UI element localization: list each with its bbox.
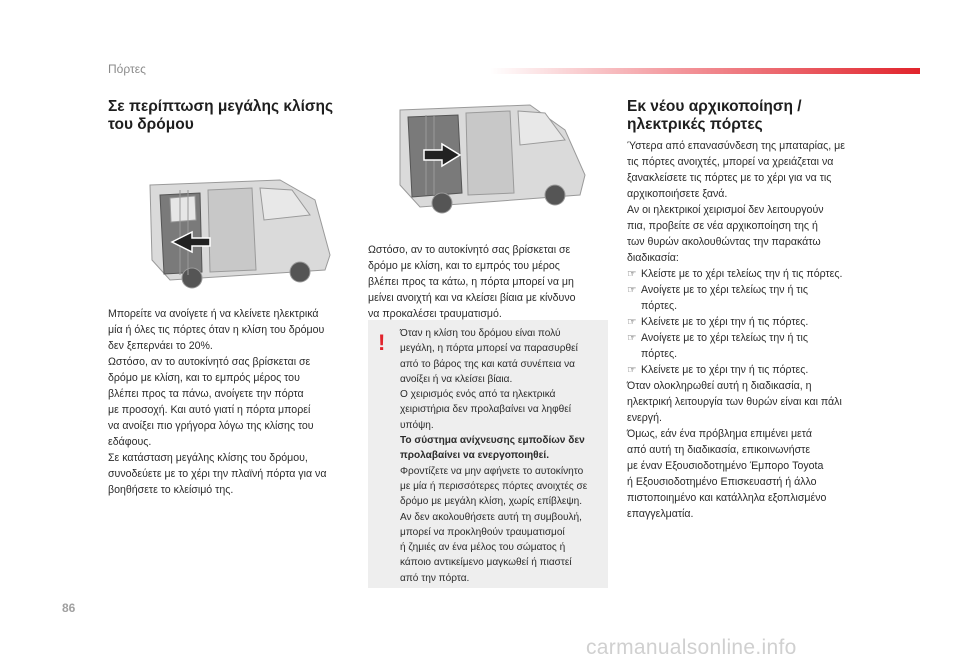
text-line: εδάφους. — [108, 436, 152, 448]
warning-line: κάποιο αντικείμενο μαγκωθεί ή πιαστεί — [400, 557, 572, 569]
text-line: βλέπει προς τα πάνω, ανοίγετε την πόρτα — [108, 388, 304, 400]
text-line: με έναν Εξουσιοδοτημένο Έμπορο Toyota — [627, 460, 824, 472]
warning-line: Ο χειρισμός ενός από τα ηλεκτρικά — [400, 389, 556, 401]
text-line: συνοδεύετε με το χέρι την πλαϊνή πόρτα για να — [108, 468, 327, 480]
warning-line: υπόψη. — [400, 419, 434, 431]
text-line: βλέπει προς τα κάτω, η πόρτα μπορεί να μη — [368, 276, 574, 288]
text-line: ηλεκτρική λειτουργία των θυρών είναι και πάλι — [627, 396, 842, 408]
pointing-hand-icon: ☞ — [627, 316, 637, 328]
step-text-line: πόρτες. — [641, 300, 678, 312]
step-text-line: πόρτες. — [641, 348, 678, 360]
pointing-hand-icon: ☞ — [627, 284, 637, 296]
warning-line: δρόμο με μεγάλη κλίση, χωρίς επίβλεψη. — [400, 496, 583, 508]
text-line: ξανακλείσετε τις πόρτες με το χέρι για να τις — [627, 172, 832, 184]
text-line: Αν οι ηλεκτρικοί χειρισμοί δεν λειτουργούν — [627, 204, 824, 216]
pointing-hand-icon: ☞ — [627, 268, 637, 280]
pointing-hand-icon: ☞ — [627, 332, 637, 344]
step-text: Κλείστε με το χέρι τελείως την ή τις πόρτες. — [641, 268, 843, 280]
section-title: Πόρτες — [108, 62, 146, 76]
right-heading-line: Εκ νέου αρχικοποίηση / — [627, 98, 802, 115]
text-line: μία ή όλες τις πόρτες όταν η κλίση του δρόμου — [108, 324, 325, 336]
warning-bold-line: Το σύστημα ανίχνευσης εμποδίων δεν — [400, 435, 585, 447]
right-body — [627, 138, 887, 522]
text-line: επαγγελματία. — [627, 508, 694, 520]
step-text-line: Ανοίγετε με το χέρι τελείως την ή τις — [641, 332, 808, 344]
warning-line: Όταν η κλίση του δρόμου είναι πολύ — [400, 328, 561, 339]
left-heading-line: Σε περίπτωση μεγάλης κλίσης — [108, 98, 334, 115]
step-text-line: Ανοίγετε με το χέρι τελείως την ή τις — [641, 284, 808, 296]
step-text — [641, 330, 808, 362]
van-door-downhill-illustration — [380, 95, 595, 215]
page-number: 86 — [62, 601, 76, 615]
text-line: ή Εξουσιοδοτημένο Επισκευαστή ή άλλο — [627, 476, 817, 488]
procedure-step — [627, 314, 887, 330]
text-line: πιστοποιημένο και κατάλληλα εξοπλισμένο — [627, 492, 827, 504]
warning-line: χειριστήρια δεν προλαβαίνει να ληφθεί — [400, 404, 572, 416]
procedure-step — [627, 330, 887, 362]
warning-line: Φροντίζετε να μην αφήνετε το αυτοκίνητο — [400, 465, 584, 477]
text-line: δρόμο με κλίση, και το εμπρός του μέρος — [368, 260, 560, 272]
left-heading — [108, 98, 358, 134]
text-line: των θυρών ακολουθώντας την παρακάτω — [627, 236, 821, 248]
text-line: βοηθήσετε το κλείσιμό της. — [108, 484, 234, 496]
procedure-step — [627, 266, 887, 282]
text-line: πια, προβείτε σε νέα αρχικοποίηση της ή — [627, 220, 818, 232]
right-heading — [627, 98, 887, 134]
text-line: μείνει ανοιχτή και να κλείσει βίαια με κίνδυνο — [368, 292, 576, 304]
warning-text — [400, 326, 602, 586]
warning-line: ή ζημιές αν ένα μέλος του σώματος ή — [400, 542, 566, 554]
text-line: τις πόρτες ανοιχτές, μπορεί να χρειάζεται να — [627, 156, 834, 168]
procedure-step — [627, 362, 887, 378]
text-line: δεν ξεπερνάει το 20%. — [108, 340, 213, 352]
right-heading-line: ηλεκτρικές πόρτες — [627, 116, 763, 133]
text-line: να προκαλέσει τραυματισμό. — [368, 308, 502, 320]
warning-exclamation-icon: ! — [378, 330, 386, 355]
text-line: αρχικοποιήσετε ξανά. — [627, 188, 728, 200]
text-line: Ύστερα από επανασύνδεση της μπαταρίας, με — [627, 140, 845, 152]
text-line: ενεργή. — [627, 412, 662, 424]
pointing-hand-icon: ☞ — [627, 364, 637, 376]
text-line: διαδικασία: — [627, 252, 679, 264]
van-door-slope-illustration — [140, 160, 340, 290]
warning-line: μεγάλη, η πόρτα μπορεί να παρασυρθεί — [400, 343, 578, 355]
warning-box — [368, 320, 608, 588]
step-text: Κλείνετε με το χέρι την ή τις πόρτες. — [641, 364, 809, 376]
text-line: δρόμο με κλίση, και το εμπρός μέρος του — [108, 372, 300, 384]
step-text — [641, 282, 808, 314]
warning-line: από την πόρτα. — [400, 572, 470, 584]
procedure-step — [627, 282, 887, 314]
text-line: από αυτή τη διαδικασία, επικοινωνήστε — [627, 444, 811, 456]
warning-line: με μία ή περισσότερες πόρτες ανοιχτές σε — [400, 480, 588, 492]
left-body — [108, 306, 358, 498]
warning-line: μπορεί να προκληθούν τραυματισμοί — [400, 526, 565, 538]
watermark: carmanualsonline.info — [586, 636, 797, 659]
text-line: Όμως, εάν ένα πρόβλημα επιμένει μετά — [627, 428, 812, 440]
header-accent-bar — [490, 68, 920, 74]
text-line: Όταν ολοκληρωθεί αυτή η διαδικασία, η — [627, 380, 812, 392]
middle-body — [368, 242, 613, 322]
text-line: να ανοίξει πιο γρήγορα λόγω της κλίσης του — [108, 420, 314, 432]
warning-line: ανοίξει ή να κλείσει βίαια. — [400, 373, 513, 385]
warning-bold-line: προλαβαίνει να ενεργοποιηθεί. — [400, 450, 550, 462]
text-line: Μπορείτε να ανοίγετε ή να κλείνετε ηλεκτρικά — [108, 308, 319, 320]
text-line: Ωστόσο, αν το αυτοκίνητό σας βρίσκεται σε — [108, 356, 311, 368]
step-text: Κλείνετε με το χέρι την ή τις πόρτες. — [641, 316, 809, 328]
warning-line: από το βάρος της και κατά συνέπεια να — [400, 358, 575, 370]
text-line: με προσοχή. Και αυτό γιατί η πόρτα μπορεί — [108, 404, 311, 416]
text-line: Ωστόσο, αν το αυτοκίνητό σας βρίσκεται σε — [368, 244, 571, 256]
warning-line: Αν δεν ακολουθήσετε αυτή τη συμβουλή, — [400, 511, 582, 523]
text-line: Σε κατάσταση μεγάλης κλίσης του δρόμου, — [108, 452, 308, 464]
left-heading-line: του δρόμου — [108, 116, 194, 133]
